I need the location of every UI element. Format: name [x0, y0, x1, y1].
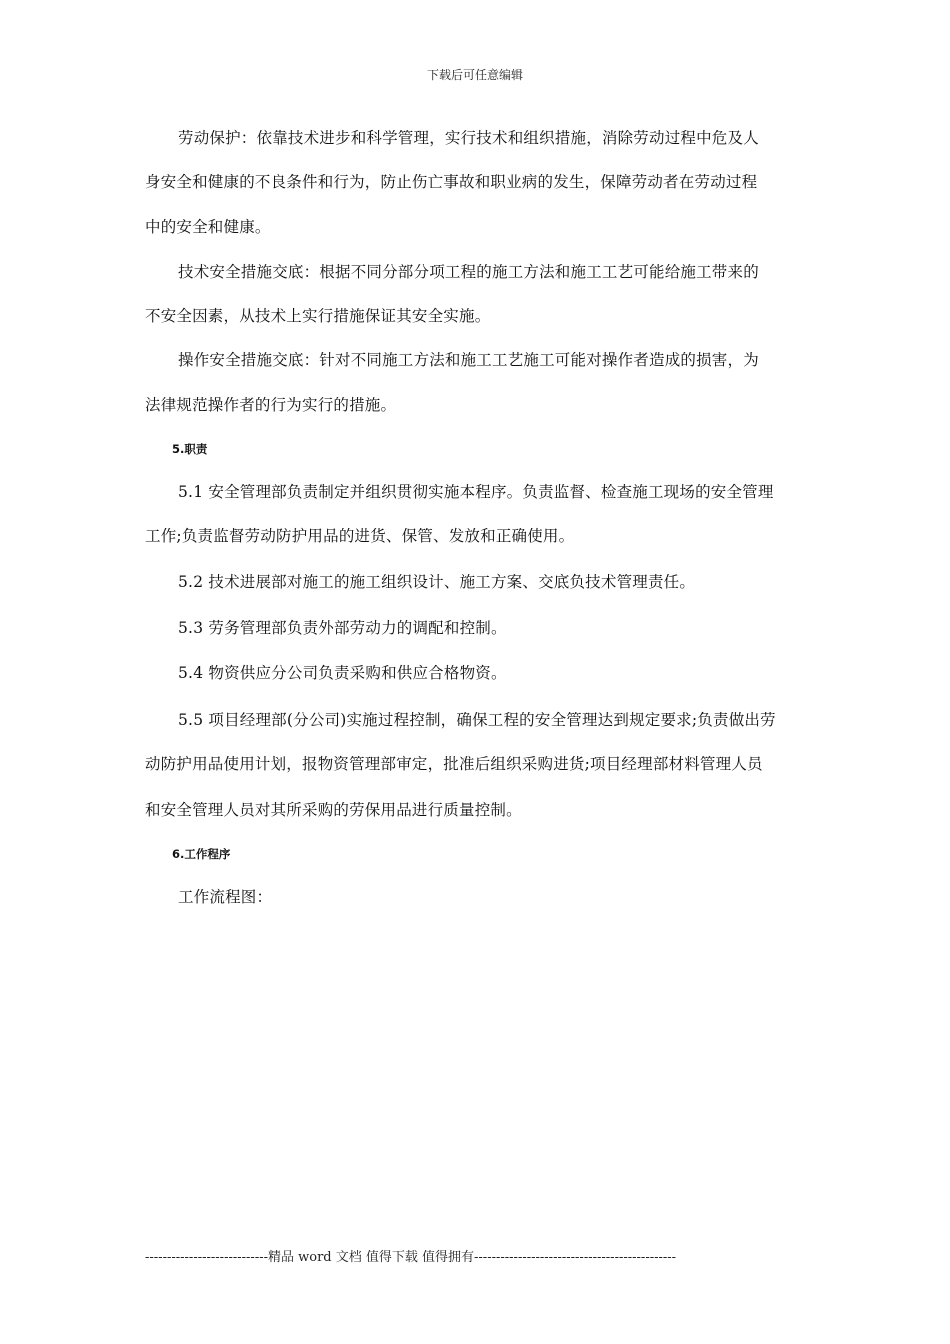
item-5-5-line-2: 动防护用品使用计划，报物资管理部审定，批准后组织采购进货;项目经理部材料管理人员: [145, 755, 763, 773]
paragraph-operation-safety-line-1: 操作安全措施交底：针对不同施工方法和施工工艺施工可能对操作者造成的损害，为: [178, 351, 759, 369]
paragraph-labor-protection-line-2: 身安全和健康的不良条件和行为，防止伤亡事故和职业病的发生，保障劳动者在劳动过程: [145, 173, 758, 191]
item-5-2: 5.2 技术进展部对施工的施工组织设计、施工方案、交底负技术管理责任。: [178, 573, 696, 591]
section-heading-responsibilities: 5.职责: [172, 442, 208, 456]
item-5-3: 5.3 劳务管理部负责外部劳动力的调配和控制。: [178, 619, 507, 637]
item-5-4: 5.4 物资供应分公司负责采购和供应合格物资。: [178, 664, 507, 682]
paragraph-labor-protection-line-1: 劳动保护：依靠技术进步和科学管理，实行技术和组织措施，消除劳动过程中危及人: [178, 129, 759, 147]
page-footer: ----------------------------精品 word 文档 值得下载 值得拥有----------------------------------------------: [145, 1250, 677, 1265]
paragraph-tech-safety-line-1: 技术安全措施交底：根据不同分部分项工程的施工方法和施工工艺可能给施工带来的: [178, 263, 759, 281]
item-5-1-line-1: 5.1 安全管理部负责制定并组织贯彻实施本程序。负责监督、检查施工现场的安全管理: [178, 483, 774, 501]
flowchart-label: 工作流程图：: [178, 888, 273, 906]
paragraph-tech-safety-line-2: 不安全因素，从技术上实行措施保证其安全实施。: [145, 307, 491, 325]
item-5-5-line-3: 和安全管理人员对其所采购的劳保用品进行质量控制。: [145, 801, 522, 819]
item-5-1-line-2: 工作;负责监督劳动防护用品的进货、保管、发放和正确使用。: [145, 527, 575, 545]
paragraph-labor-protection-line-3: 中的安全和健康。: [145, 218, 271, 236]
paragraph-operation-safety-line-2: 法律规范操作者的行为实行的措施。: [145, 396, 397, 414]
page-header: 下载后可任意编辑: [426, 68, 523, 82]
item-5-5-line-1: 5.5 项目经理部(分公司)实施过程控制，确保工程的安全管理达到规定要求;负责做出劳: [178, 711, 776, 729]
section-heading-work-procedure: 6.工作程序: [172, 847, 231, 861]
